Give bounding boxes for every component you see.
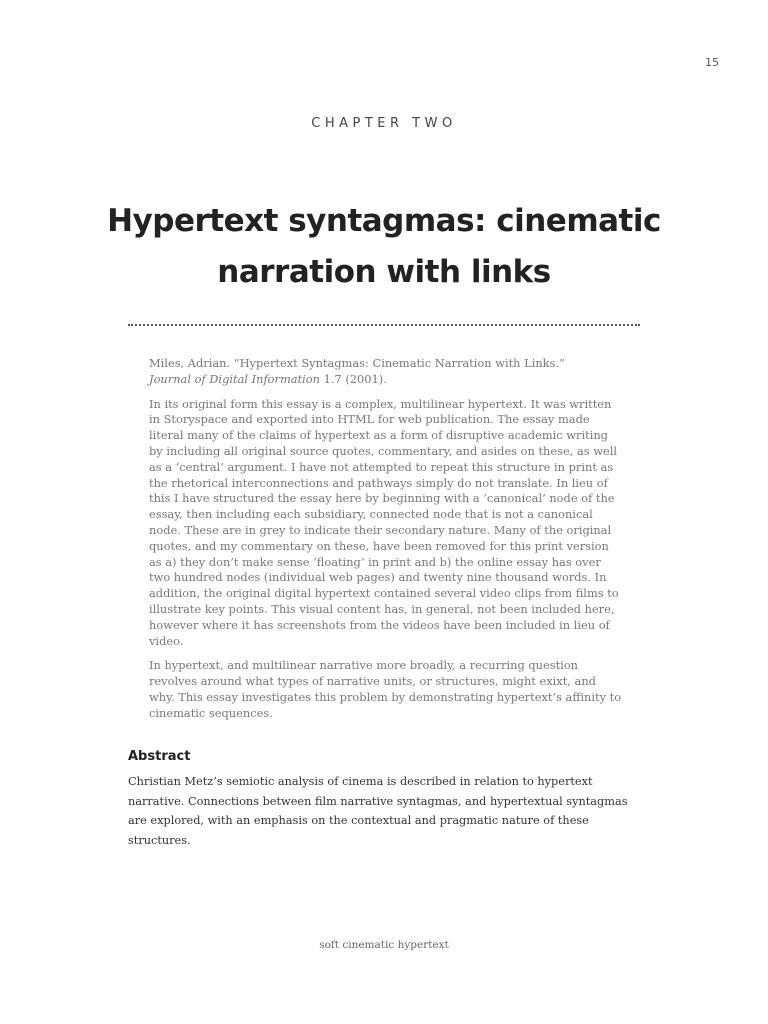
chapter-title bbox=[100, 196, 668, 298]
note-paragraph-2: In hypertext, and multilinear narrative more broadly, a recurring question revolves around what types of narrative units, or structures, might exixt, and why. This essay investigates this problem by demonstrating hypertext’s affinity to cinematic sequences. bbox=[149, 658, 622, 720]
abstract-heading: Abstract bbox=[128, 749, 191, 764]
citation-text: Miles, Adrian. “Hypertext Syntagmas: Cinematic Narration with Links.” bbox=[149, 356, 565, 370]
note-paragraph-1: In its original form this essay is a complex, multilinear hypertext. It was written in Storyspace and exported into HTML for web publication. The essay made literal many of the claims of hypertext as a form of disruptive academic writing by including all original source quotes, commentary, and asides on these, as well as a ‘central’ argument. I have not attempted to repeat this structure in print as the rhetorical interconnections and pathways simply do not translate. In lieu of this I have structured the essay here by beginning with a ‘canonical’ node of the essay, then including each subsidiary, connected node that is not a canonical node. These are in grey to indicate their secondary nature. Many of the original quotes, and my commentary on these, have been removed for this print version as a) they don’t make sense ‘floating’ in print and b) the online essay has over two hundred nodes (individual web pages) and twenty nine thousand words. In addition, the original digital hypertext contained several video clips from films to illustrate key points. This visual content has, in general, not been included here, however where it has screenshots from the videos have been included in lieu of video. bbox=[149, 396, 619, 648]
chapter-title-line-1: Hypertext syntagmas: cinematic bbox=[107, 203, 661, 239]
abstract-body: Christian Metz’s semiotic analysis of cinema is described in relation to hypertext narrative. Connections between film narrative syntagmas, and hypertextual syntagmas are explored, with an emphasis on the contextual and pragmatic nature of these structures. bbox=[128, 775, 628, 848]
citation-journal: Journal of Digital Information bbox=[149, 371, 320, 386]
chapter-label: CHAPTER TWO bbox=[311, 116, 457, 131]
chapter-notes bbox=[149, 356, 623, 731]
citation bbox=[149, 356, 623, 388]
page-number: 15 bbox=[705, 56, 719, 69]
chapter-title-line-2: narration with links bbox=[217, 254, 551, 290]
dotted-divider bbox=[128, 324, 640, 326]
footer-running-title: soft cinematic hypertext bbox=[319, 939, 449, 951]
citation-details: 1.7 (2001). bbox=[320, 371, 387, 386]
